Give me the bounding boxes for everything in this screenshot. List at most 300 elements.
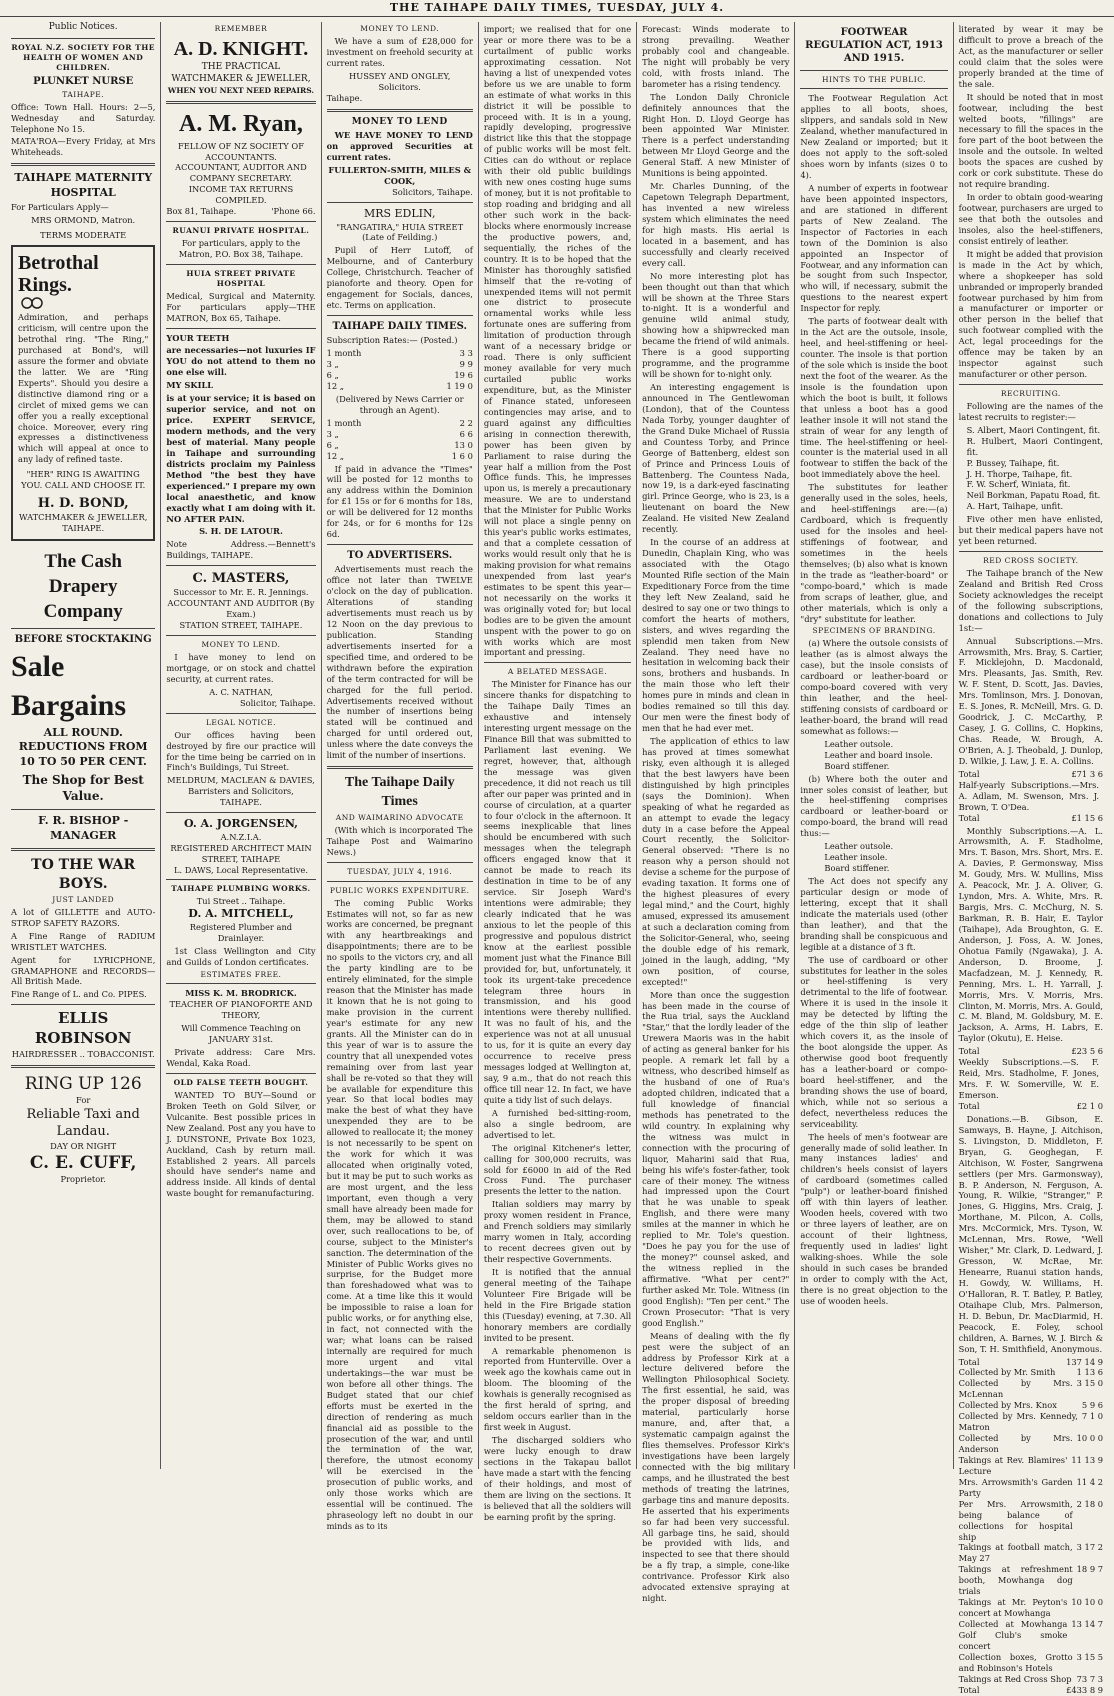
news-item: Italian soldiers may marry by proxy women resident in France, and French soldiers may similarly marry women in Italy, according to recent decrees given out by their respective Governments. [483, 1199, 632, 1265]
brand-line: Leather outsole. [824, 738, 894, 749]
brand-line: Board stiffener. [824, 760, 890, 771]
column-6 [795, 22, 953, 1469]
edlin-address: "RANGATIRA," HUIA STREET [336, 221, 464, 232]
row-label: Half-yearly Subscriptions.—Mrs. A. Adlam, M. Swenson, Mrs. J. Brown, T. O'Dea. [958, 779, 1100, 812]
row-label: Takings at Rev. Blamires' Lecture [958, 1454, 1068, 1476]
divider [166, 713, 315, 714]
collection-row [959, 1652, 1103, 1674]
fullerton-trade: Solicitors, Taihape. [392, 187, 473, 198]
false-teeth-heading: OLD FALSE TEETH BOUGHT. [173, 1078, 309, 1088]
row-label: 1 month [326, 348, 362, 359]
row-label: 3 „ [326, 428, 339, 439]
total-row [959, 769, 1103, 780]
mitchell-trade: Registered Plumber and Drainlayer. [189, 921, 293, 943]
maternity-heading: TAIHAPE MATERNITY HOSPITAL [14, 171, 153, 199]
brand-example-b [800, 841, 947, 874]
divider [11, 38, 155, 39]
cuff-name: C. E. CUFF, [29, 1152, 137, 1173]
money2-body: WE HAVE MONEY TO LEND on approved Securities at current rates. [326, 130, 473, 163]
pipes-item: Fine Range of L. and Co. PIPES. [11, 989, 147, 1000]
row-value: 11 13 9 [1071, 1454, 1104, 1465]
edlin-name: MRS EDLIN, [363, 207, 436, 221]
divider [484, 662, 631, 663]
meldrum-firm: MELDRUM, MACLEAN & DAVIES, Barristers and Solicitors, TAIHAPE. [167, 775, 315, 808]
rate-row [327, 451, 473, 462]
footwear-para: It might be added that provision is made in the Act by which, where a shopkeeper has sold unbranded or improperly branded footwear purchased by him from a manufacturer or importer or other person in the belief that such footwear complied with the Act, legal proceedings for the offence may be taken by an inspector against such manufacturer or other person. [958, 248, 1104, 380]
subscription-delivered-table [327, 418, 473, 462]
row-value: 6 6 [459, 428, 473, 439]
row-value: 2 18 0 [1076, 1498, 1104, 1509]
divider [11, 1065, 155, 1068]
subscription-delivered-heading: (Delivered by News Carrier or through an Agent). [335, 393, 464, 415]
specimens-heading: SPECIMENS OF BRANDING. [812, 626, 936, 636]
cash-drapery-heading: The Cash Drapery Company [43, 551, 123, 623]
column-3 [322, 22, 479, 1532]
maternity-matron: MRS ORMOND, Matron. [31, 215, 136, 226]
divider [166, 812, 315, 813]
lyricphone-item: Agent for LYRICPHONE, GRAMAPHONE and RECORDS—All British Made. [11, 954, 156, 987]
row-label: Total [958, 812, 980, 823]
legal-heading: LEGAL NOTICE. [205, 717, 276, 727]
brodrick-name: MISS K. M. BRODRICK. [185, 988, 297, 999]
divider [166, 101, 315, 104]
teeth-heading: YOUR TEETH [166, 332, 230, 343]
skill-heading: MY SKILL [166, 380, 214, 391]
jorgensen-qual: A.N.Z.I.A. [220, 831, 262, 842]
row-label: Total [958, 1356, 980, 1367]
footwear-para: A number of experts in footwear have been appointed inspectors, and are stationed in different parts of New Zealand. The Inspector of Factories in each town of the Dominion is also appointed an Inspector of Footwear, and any information can be sought from such Inspector, who will, if necessary, submit the questions to the nearest expert Inspector for reply. [800, 182, 948, 314]
mitchell-body: 1st Class Wellington and City and Guilds of London certificates. [166, 945, 316, 967]
ryan-box: Box 81, Taihape. [166, 206, 237, 217]
row-value [1099, 1057, 1103, 1101]
footwear-para: (b) Where both the outer and inner soles consist of leather, but the heel-stiffening comprises cardboard or leather-board or compo-board, the brand will read thus:— [800, 773, 948, 839]
betrothal-body: Admiration, and perhaps criticism, will centre upon the betrothal ring. "The Ring," purchased at Bond's, will assure the former and obviate the latter. We are "Ring Experts". Should you desire a distinctive diamond ring or a circlet of mixed gems we can offer you a really exceptional choice. Moreover, every ring expresses a distinctiveness which will appeal at once to any lady of refined taste. [18, 312, 149, 465]
column-4 [479, 22, 637, 1522]
divider [166, 565, 315, 566]
column-2 [161, 22, 321, 1469]
watches-item: A Fine Range of RADIUM WRISTLET WATCHES. [11, 930, 156, 952]
row-label: 6 „ [326, 439, 339, 450]
hussey-firm: HUSSEY AND ONGLEY, Solicitors. [348, 70, 451, 92]
false-teeth-body: WANTED TO BUY—Sound or Broken Teeth on Gold Silver, or Vulcanite. Best possible prices in New Zealand. Post any you have to J. DUNSTONE, Private Box 1023, Auckland, Cash by return mail. Established 2 years. All parcels should have sender's name and address inside. All kinds of dental waste bought for remanufacturing. [166, 1089, 316, 1199]
footwear-para: The Act does not specify any particular design or mode of lettering, except that it shall indicate the materials used (other than leather), and that the branding shall be conspicuous and legible at a distance of 3 ft. [800, 876, 948, 952]
plumbing-address: Tui Street .. Taihape. [196, 896, 286, 907]
nameplate-sub: AND WAIMARINO ADVOCATE [335, 813, 464, 823]
row-value: 7 1 0 [1081, 1411, 1104, 1422]
news-item: Mr. Charles Dunning, of the Capetown Telegraph Department, has invented a new wireless system which eliminates the need for high masts. His aerial is located in a basement, and has successfully and clearly received every call. [642, 181, 790, 268]
row-value: 1 13 6 [1076, 1367, 1104, 1378]
ryan-fellow: FELLOW OF NZ SOCIETY OF ACCOUNTANTS. [177, 140, 304, 162]
footwear-para: (a) Where the outsole consists of leather (as is almost always the case), but the insole consists of cardboard or leather-board or compo-board covered with very thin leather, and the heel-stiffening consists of cardboard or leather-board, the brand will read somewhat as follows:— [800, 638, 948, 736]
divider [327, 544, 473, 545]
total-row [959, 1046, 1103, 1057]
bond-name: H. D. BOND, [37, 496, 129, 512]
row-label: Collected by Mrs. McLennan [958, 1378, 1073, 1400]
brand-line: Leather insole. [824, 852, 888, 863]
divider [166, 328, 315, 329]
footwear-heading: FOOTWEAR REGULATION ACT, 1913 AND 1915. [805, 27, 943, 65]
footwear-para: literated by wear it may be difficult to prove a breach of the Act, as the manufacturer or seller could claim that the soles were properly branded at the time of the sale. [958, 24, 1104, 89]
divider [327, 202, 473, 203]
divider [166, 1073, 315, 1074]
recruit-item: P. Bussey, Taihape, fit. [966, 457, 1060, 468]
divider [800, 88, 947, 89]
belated-body: The Minister for Finance has our sincere thanks for dispatching to the Taihape Daily Times an exhaustive and intensely interesting urgent message on the Finance Bill that was submitted to Parliament last evening. We regret, however, that, although the message was given precedence, it did not reach us till after our paper was printed and in course of circulation, at a quarter to four o'clock in the afternoon. It seems inexplicable that lines should be encumbered with such messages when the telegraph officers engaged know that it cannot be made to reach its destination in time to be of any service. Sir Joseph Ward's intentions were admirable; they clearly indicated that he was anxious to let the people of this progressive and populous district know at the earliest possible moment just what the Finance Bill provided for, but, unfortunately, it took its urgent-take precedence telegram three hours in transmission, and his good intentions were thereby nullified. It was no fault of his, and the experience was not at all unusual to us, for it is quite an every day occurrence to receive press messages lodged at Wellington at, say, 9 a.m., that do not reach this office till near 12. In fact, we have quite a tidy list of such delays. [483, 679, 632, 1105]
row-label: Mrs. Arrowsmith's Garden Party [958, 1476, 1073, 1498]
plunket-body: Office: Town Hall. Hours: 2—5, Wednesday and Saturday. Telephone No 15. [11, 101, 156, 134]
recruit-item: J. H. Thorpe, Taihape, fit. [966, 468, 1073, 479]
huia-heading: HUIA STREET PRIVATE HOSPITAL [186, 268, 296, 288]
divider [327, 881, 473, 882]
footwear-para: The substitutes for leather generally used in the soles, heels, and heel-stiffenings are:—(a) Cardboard, which is frequently used for the insoles and heel-stiffenings of footwear, and sometimes in the heels themselves; (b) also what is known in the trade as "leather-board" or "compo-board," which is made from scraps of leather, glue, and other materials, which is only a "dry" substitute for leather. [800, 482, 948, 624]
recruit-item: F. W. Scherf, Winiata, fit. [966, 479, 1071, 490]
knight-name: A. D. KNIGHT. [173, 37, 309, 60]
collection-row [959, 1357, 1103, 1368]
betrothal-heading: Betrothal Rings. [18, 252, 99, 297]
divider [11, 809, 155, 810]
footwear-para: The Footwear Regulation Act applies to all boots, shoes, slippers, and sandals sold in New Zealand, whether manufactured in New Zealand or imported; but it does not apply to the soft-soled shoes worn by infants (sizes 0 to 4). [800, 93, 948, 181]
row-value: 13 14 7 [1071, 1619, 1104, 1630]
total-row [959, 780, 1103, 813]
subscription-note: If paid in advance the "Times" will be posted for 12 months to any address within the Dominion for £1 15s or for 6 months for 18s, or will be delivered for 12 months for 24s, or for 6 months for 12s 6d. [326, 463, 473, 540]
news-item: A furnished bed-sitting-room, also a single bedroom, are advertised to let. [483, 1107, 632, 1140]
brand-line: Board stiffener. [824, 863, 890, 874]
pwe-continued: import; we realised that for one year or more there was to be a curtailment of public works approximating cessation. Not having a list of unexpended votes before us we are unable to form an estimate of what works in this district it will be possible to proceed with. It is in a young, rapidly developing, progressive district like this that the stoppage of public works will be most felt. Cities can do without or replace with their old public buildings with new ones costing huge sums of money, but it is not profitable to stop roading and bridging and all other such work in the back-blocks where enormously increase the productive powers, and, sequentially, the riches of the country. It is to be hoped that the Minister has thoroughly satisfied himself that the re-voting of unexpended items will not permit one district to prosecute ornamental works while less fortunate ones are suffering from limitation of production through want of a necessary bridge or road. There is only sufficient money available for very much curtailed public works expenditure, but, as the Minister of Finance stated, unforeseen contingencies may arise, and to guard against any difficulties arising in connection therewith, power has been given by Parliament to raise during the year half a million from the Post Office funds. This, he impresses upon us, is merely a precautionary measure. We are to understand that the Minister for Public Works will not place a single penny on this year's public works estimates, and that a complete cessation of works would result only that he is making provision for what remains unexpended from last year's estimates to be spent this year—not necessarily on the works it was originally voted for; but local bodies are to be given the amount unspent with the power to go on with works which are most important and pressing. [483, 24, 632, 658]
brand-example-a [800, 739, 947, 772]
row-value: 5 9 6 [1081, 1400, 1104, 1411]
divider [166, 264, 315, 265]
jorgensen-trade: REGISTERED ARCHITECT MAIN STREET, TAIHAPE [170, 842, 312, 864]
nathan-trade: Solicitor, Taihape. [239, 697, 316, 708]
divider [11, 848, 155, 851]
row-value: 2 2 [459, 417, 473, 428]
recruit-list [959, 425, 1103, 513]
masters-address: STATION STREET, TAIHAPE. [179, 620, 303, 631]
total-row [959, 1101, 1103, 1112]
hussey-town: Taihape. [326, 92, 363, 103]
divider [166, 879, 315, 880]
shop-best-value: The Shop for Best Value. [22, 773, 144, 804]
betrothal-call: "HER" RING IS AWAITING YOU. CALL AND CHOOSE IT. [21, 469, 146, 491]
reductions: ALL ROUND. REDUCTIONS FROM 10 TO 50 PER CENT. [18, 725, 148, 768]
total-row [959, 1057, 1103, 1101]
row-label: Per Mrs. Arrowsmith, being balance of collections for hospital ship [958, 1498, 1073, 1542]
jorgensen-name: O. A. JORGENSEN, [183, 817, 298, 831]
collection-row [959, 1367, 1103, 1378]
ryan-phone: 'Phone 66. [271, 206, 316, 217]
ryan-trade: ACCOUNTANT, AUDITOR AND COMPANY SECRETARY. [175, 162, 307, 184]
row-label: 12 „ [326, 450, 345, 461]
times-heading: TAIHAPE DAILY TIMES. [332, 321, 467, 333]
recruiting-note: Five other men have enlisted, but their medical papers have not yet been returned. [958, 514, 1104, 547]
teeth-body: are necessaries—not luxuries IF YOU do not attend to them no one else will. [166, 345, 316, 378]
total-row [959, 813, 1103, 824]
maternity-body: For Particulars Apply— [11, 202, 109, 213]
edlin-late: (Late of Feilding.) [362, 232, 438, 243]
news-item: The London Daily Chronicle definitely announces that the Right Hon. D. Lloyd George has been appointed War Minister. There is a perfect understanding between Mr Lloyd George and the General Staff. A new Minister of Munitions is being appointed. [642, 91, 790, 179]
row-label: Weekly Subscriptions.—S. F. Reid, Mrs. Stadholme, F. Jones, Mrs. F. W. Somerville, W. E. Emerson. [958, 1057, 1100, 1101]
collection-row [959, 1400, 1103, 1411]
razors-item: A lot of GILLETTE and AUTO-STROP SAFETY RAZORS. [11, 906, 156, 928]
divider [11, 163, 155, 166]
ellis-trade: HAIRDRESSER .. TOBACCONIST. [11, 1048, 155, 1059]
row-value: 73 7 3 [1076, 1673, 1104, 1684]
delatour-name: S. H. DE LATOUR. [199, 526, 283, 537]
collection-row [959, 1433, 1103, 1455]
footwear-para: The heels of men's footwear are generally made of solid leather. In many instances ladies' and children's heels consist of layers of cardboard (sometimes called "pulp") or leather-board finished off with thin layers of leather. Wooden heels, covered with two or three layers of leather, are on account of their lightness, frequently used in ladies' light walking-shoes. While the sole should in such cases be branded in order to comply with the Act, there is no great objection to the use of wooden heels. [800, 1131, 948, 1306]
collection-row [959, 1619, 1103, 1652]
row-value: 19 6 [454, 370, 473, 381]
row-label: Collection boxes, Grotto and Robinson's Hotels [958, 1651, 1073, 1673]
row-value: 3 3 [459, 348, 473, 359]
row-value: 3 15 5 [1076, 1651, 1104, 1662]
divider [166, 983, 315, 984]
money1-body: We have a sum of £28,000 for investment on freehold security at current rates. [326, 35, 473, 68]
footwear-para: The parts of footwear dealt with in the Act are the outsole, insole, heel, and heel-stiffening or heel-counter. The insole is that portion of the sole which is inside the boot next the foot of the wearer. As the insole is the foundation upon which the boot is built, it follows that unless a boot has a good leather insole it will not stand the strain of wear for any length of time. The heel-stiffening or heel-counter is the material used in all footwear to stiffen the back of the boot immediately above the heel. [800, 316, 948, 480]
dawes-rep: L. DAWS, Local Representative. [173, 864, 308, 875]
recruit-item: Neil Borkman, Papatu Road, fit. [966, 490, 1101, 501]
maternity-terms: TERMS MODERATE [40, 230, 127, 241]
masters-name: C. MASTERS, [192, 571, 290, 587]
divider [166, 635, 315, 636]
recruit-item: S. Albert, Maori Contingent, fit. [966, 424, 1101, 435]
news-item: The discharged soldiers who were lucky enough to draw sections in the Takapau ballot have made a start with the fencing of their holdings, and most of them are living on the sections. It is believed that all the soldiers will be earning profit by the spring. [483, 1435, 632, 1522]
column-5 [637, 22, 795, 1604]
pwe-body: The coming Public Works Estimates will not, so far as new works are concerned, be pregnant with any heartbreakings and disappointments; there are to be no spoils to the victors cry, and all the party kindling are to be entirely eliminated, for the simple reason that the Minister has made it known that he is not going to make provision in the current year's estimate for any new grants. All the Minister can do in this year of war is to assure the country that all unexpended votes remaining over from last year shall be re-voted so that they will be available for expenditure this year. So that local bodies may make the best of what they have unexpended they are to be allowed to reallocate it; the money is not necessarily to be spent on the work for which it was allocated when originally voted, but it may be put to such works as are most urgent, and the less important, even though a very small have already been made for them, may be allowed to stand over, such reallocations to be, of course, subject to the Minister's sanction. The determination of the Minister of Public Works gives no surprise, for the Budget more than foreshadowed what was to come. At a time like this it would be impossible to raise a loan for public works, or for anything else, in fact, not connected with the war; what loans can be raised internally are required for much more urgent and vital undertakings—the war must be won before all other things. The Budget stated that our chief efforts must be exerted in the direction of rendering as much financial aid as possible to the prosecution of the war, and until the termination of the war, therefore, the utmost economy will be exercised in the prosecution of public works, and only those works which are essential will be continued. The phraseology left no doubt in our minds as to its [326, 897, 473, 1532]
news-item: Forecast: Winds moderate to strong prevailing. Weather probably cool and changeable. The night will probably be very cold, with frosts inland. The barometer has a rising tendency. [642, 24, 790, 89]
news-item: The application of ethics to law has proved at times somewhat risky, even although it is alleged that the best lawyers have been distinguished by high principles (says the Dominion). When speaking of what he regarded as an attempt to evade the legacy duty in a case before the Appeal Court recently, the Solicitor-General observed: "There is no reason why a person should not devise a scheme for the purpose of evading taxation. It forms one of the highest pleasures of every legal mind," and the Court, highly amused, expressed its amusement at such a declaration coming from the Solicitor-General, who, seeing the double edge of his remark, joined in the laugh, adding, "My own position, of course, excepted!" [642, 736, 790, 987]
money2-heading: MONEY TO LEND [351, 116, 448, 127]
rate-row [327, 359, 473, 370]
row-value [1099, 780, 1103, 813]
ryan-name: A. M. Ryan, [179, 110, 303, 137]
rate-row [327, 348, 473, 359]
row-value: 137 14 9 [1066, 1356, 1104, 1367]
reliable-taxi: Reliable Taxi and Landau. [26, 1107, 140, 1140]
news-item: A remarkable phenomenon is reported from Hunterville. Over a week ago the kowhais came out in bloom. The blooming of the kowhais is generally recognised as the first herald of spring, and seldom occurs earlier than in the first week in August. [483, 1345, 632, 1433]
rate-row [327, 381, 473, 392]
redcross-body: The Taihape branch of the New Zealand and British Red Cross Society acknowledges the receipt of the following subscriptions, donations and collections to July 1st:— [958, 567, 1104, 633]
row-label: 6 „ [326, 370, 339, 381]
collections-table [959, 1357, 1103, 1696]
before-stocktaking: BEFORE STOCKTAKING [14, 634, 152, 646]
row-label: Takings at refreshment booth, Mowhanga dog trials [958, 1564, 1073, 1597]
row-value: 9 9 [459, 359, 473, 370]
estimates-free: ESTIMATES FREE. [200, 969, 282, 979]
collection-row [959, 1685, 1103, 1696]
divider [11, 1004, 155, 1005]
money-heading: MONEY TO LEND. [201, 640, 281, 650]
collection-row [959, 1411, 1103, 1433]
row-label: Takings at Mr. Peyton's concert at Mowhanga [958, 1597, 1068, 1619]
news-item: In the course of an address at Dunedin, Chaplain King, who was associated with the Otago Mounted Rifle section of the Main Expeditionary Force from the time they left New Zealand, said he desired to say one or two things to comfort the hearts of mothers, sisters, and wives regarding the splendid men taken from New Zealand. They need have no hesitation in welcoming back their sons, brothers and husbands. In the main those who left their homes pure in minds and clean in bodies remained so till this day. Our men were the finest body of men that he had ever met. [642, 537, 790, 734]
rate-row [327, 429, 473, 440]
row-label: Collected by Mrs. Knox [958, 1400, 1057, 1411]
collection-row [959, 1378, 1103, 1400]
money1-heading: MONEY TO LEND. [360, 24, 440, 33]
delatour-address: Note Address.—Bennett's Buildings, TAIHAPE. [166, 539, 316, 561]
rate-row [327, 370, 473, 381]
row-value: 18 9 7 [1076, 1564, 1104, 1575]
row-value: £433 8 9 [1066, 1684, 1104, 1695]
row-value: 11 4 2 [1076, 1476, 1104, 1487]
divider [327, 109, 473, 112]
huia-body: Medical, Surgical and Maternity. For particulars apply—THE MATRON, Box 65, Taihape. [166, 290, 316, 323]
row-value: 3 15 0 [1076, 1378, 1104, 1389]
redcross-heading: RED CROSS SOCIETY. [983, 556, 1079, 566]
row-value: £23 5 6 [1071, 1046, 1104, 1057]
row-value: 10 0 0 [1076, 1433, 1104, 1444]
row-label: 1 month [326, 417, 362, 428]
legal-body: Our offices having been destroyed by fire our practice will for the time being be carried on in Finch's Buildings, Tui Street. [166, 729, 316, 773]
brand-line: Leather outsole. [824, 841, 894, 852]
recruiting-heading: RECRUITING. [1000, 389, 1061, 398]
columns [6, 22, 1108, 1695]
money-body: I have money to lend on mortgage, or on stock and chattel security, at current rates. [166, 652, 316, 684]
news-item: An interesting engagement is announced in The Gentlewoman (London), that of the Countess Nada Torby, younger daughter of the Grand Duke Michael of Russia and Countess Torby, and Prince George of Battenberg, eldest son of Prince and Princess Louis of Battenberg. The Countess Nada, now 19, is a dark-eyed fascinating girl. Prince George, who is 23, is a lieutenant on board the New Zealand. He visited New Zealand recently. [642, 382, 790, 535]
masters-trade: ACCOUNTANT AND AUDITOR (By Exam.) [167, 598, 315, 620]
footwear-subheading: HINTS TO THE PUBLIC. [821, 74, 927, 84]
brodrick-trade: TEACHER OF PIANOFORTE AND THEORY, [169, 999, 313, 1021]
divider [327, 766, 473, 769]
collection-row [959, 1477, 1103, 1499]
footwear-para: The use of cardboard or other substitutes for leather in the soles or heel-stiffening is very detrimental to the life of footwear. Where it is used in the insole it may be detected by lifting the edge of the thin slip of leather which covers it, as the insole of the boot alongside the upper. As otherwise good boot frequently has a leather-board or compo-board heel-stiffener, and the branding shows the use of board, which, while not so serious a defect, nevertheless reduces the serviceability. [800, 954, 948, 1129]
collection-row [959, 1564, 1103, 1597]
footwear-para: It should be noted that in most footwear, including the best welted boots, "fillings" are necessary to fill the spaces in the fore part of the boot between the insole and the outsole. In welted boots the spaces are cushed by cork or cork substitute. These do not require branding. [958, 91, 1104, 190]
footwear-para: In order to obtain good-wearing footwear, purchasers are urged to see that both the outsoles and insoles, also the heel-stiffeners, consist entirely of leather. [958, 192, 1104, 246]
column-7 [954, 22, 1108, 1695]
masthead: THE TAIHAPE DAILY TIMES, TUESDAY, JULY 4. [0, 0, 1114, 17]
advertisers-heading: TO ADVERTISERS. [347, 550, 453, 562]
brodrick-address: Private address: Care Mrs. Wendal, Kaka Road. [166, 1047, 316, 1069]
row-label: Takings at Red Cross Shop [958, 1673, 1072, 1684]
sale-heading: Sale [11, 649, 65, 683]
news-item: No more interesting plot has been thought out than that which will be shown at the Three Stars to-night. It is a wonderful and genuine wild animal study, showing how a shipwrecked man became the friend of wild animals. There is a good supporting programme, and the programme will be shown for to-night only. [642, 270, 790, 380]
news-item: It is notified that the annual general meeting of the Taihape Volunteer Fire Brigade will be held in the Fire Brigade station this (Tuesday) evening, at 7.30. All honorary members are cordially invited to be present. [483, 1266, 632, 1343]
row-label: Total [958, 1684, 980, 1695]
row-label: Total [958, 1100, 980, 1111]
collection-row [959, 1499, 1103, 1543]
divider [166, 221, 315, 222]
bond-trade: WATCHMAKER & JEWELLER, TAIHAPE. [19, 512, 148, 534]
divider [959, 551, 1103, 552]
row-value: 3 17 2 [1076, 1542, 1104, 1553]
mitchell-name: D. A. MITCHELL, [188, 907, 294, 921]
ellis-robinson: ELLIS ROBINSON [34, 1009, 132, 1048]
rate-row [327, 418, 473, 429]
nameplate: The Taihape Daily Times [344, 775, 455, 809]
row-label: Takings at football match, May 27 [958, 1542, 1073, 1564]
row-value: 1 19 0 [446, 380, 473, 391]
ring-for: For [76, 1095, 91, 1106]
column-1 [6, 22, 161, 1469]
subscription-posted-table [327, 348, 473, 392]
day-or-night: DAY OR NIGHT [50, 1140, 117, 1151]
ring-up-126: RING UP 126 [24, 1073, 142, 1094]
rings-icon [18, 296, 48, 310]
skill-body: is at your service; it is based on superior service, and not on price. EXPERT SERVICE, modern methods, and the very best of material. Many people in Taihape and surrounding districts proclaim my Painless Method "the best they have experienced." I prepare my own local anaesthetic, and know exactly what I am doing with it. NO AFTER PAIN. [166, 393, 316, 524]
ryan-contact [166, 206, 315, 217]
collection-row [959, 1597, 1103, 1619]
knight-trade: THE PRACTICAL WATCHMAKER & JEWELLER, [171, 62, 311, 85]
row-label: Collected by Mrs. Anderson [958, 1433, 1073, 1455]
rate-row [327, 440, 473, 451]
advertisers-body: Advertisements must reach the office not later than TWELVE o'clock on the day of publication. Alterations of standing advertisements must reach us by 12 Noon on the day previous to publication. Standing advertisements inserted for a specified time, and ordered to be withdrawn before the expiration of the term contracted for will be charged for the full period. Advertisements received without the number of insertions being stated will be continued and charged for until ordered out, unless where the date conveys the limit of the number of insertions. [326, 564, 473, 761]
row-value: £1 15 6 [1071, 812, 1104, 823]
edlin-body: Pupil of Herr Lutoff, of Melbourne, and of Canterbury College, Christchurch. Teacher of pianoforte and theory. Open for engagement for Socials, dances, etc. Terms on application. [326, 245, 473, 311]
annual-subscriptions: Annual Subscriptions.—Mrs. Arrowsmith, Mrs. Bray, S. Cartier, F. Micklejohn, D. Macdonald, Mrs. Pleasants, Jas. Smith, Rev. W. F. Stent, D. Scott, Jas. Davies, Mrs. Tomlinson, Mrs. J. Donovan, E. S. Jones, R. McNeill, Mrs. G. D. Goodrick, J. C. McCarthy, P. Casey, J. G. Collins, C. Hopkins, Chas. Reade, W. Brough, A. O'Brien, A. J. Theobald, J. Dunlop, D. Wilkie, J. Law, J. E. A. Collins. [958, 635, 1104, 766]
pwe-heading: PUBLIC WORKS EXPENDITURE. [329, 885, 470, 895]
betrothal-rings-ad [11, 245, 155, 541]
row-value: £71 3 6 [1071, 768, 1104, 779]
row-label: Collected by Mrs. Kennedy, Matron [958, 1411, 1078, 1433]
masters-successor: Successor to Mr. E. R. Jennings. [173, 587, 309, 598]
fullerton-firm: FULLERTON-SMITH, MILES & COOK, [328, 165, 472, 187]
news-item: More than once the suggestion has been made in the course of the Rua trial, says the Auckland "Star," that the lordly leader of the Urewera Maoris was in the habit of acting as general banker for his people. A remark let fall by a witness, who described himself as the husband of one of Rua's adopted children, indicated that a full knowledge of financial methods has penetrated to the wild country. In explaining why the witness was mulct in connection with the procuring of liquor, Maharini said that Rua, being his wife's foster-father, took care of their money. The witness had impressed upon the Court that he was unable to speak English, and there were many smiles at the manner in which he replied to Mr. Tole's question. "Does he pay you for the use of the money?" counsel asked, and the witness replied in the affirmative. "What per cent?" further asked Mr. Tole. Witness (in good English): "Ten per cent." The Crown Prosecutor: "That is very good English." [642, 989, 790, 1328]
bargains-heading: Bargains [11, 689, 127, 723]
row-value: 1 6 0 [451, 450, 473, 461]
plunket-nurse: PLUNKET NURSE [33, 75, 134, 87]
row-value: £2 1 0 [1076, 1100, 1104, 1111]
recruit-item: A. Hart, Taihape, unfit. [966, 501, 1064, 512]
recruiting-body: Following are the names of the latest recruits to register:— [958, 400, 1104, 422]
collection-row [959, 1455, 1103, 1477]
divider [327, 862, 473, 863]
divider [327, 315, 473, 316]
dateline: TUESDAY, JULY 4, 1916. [347, 866, 453, 876]
ruanui-body: For particulars, apply to the Matron, P.O. Box 38, Taihape. [178, 238, 304, 259]
row-value: 13 0 [454, 439, 473, 450]
news-item: Means of dealing with the fly pest were the subject of an address by Professor Kirk at a lecture delivered before the Wellington Philosophical Society. The first essential, he said, was the proper disposal of breeding material, particularly horse manure, and, after that, a systematic campaign against the flies themselves. Professor Kirk's investigations have been largely connected with the big military camps, and he illustrated the best methods of treating the latrines, garbage tins and manure deposits. He asserted that his experiments so far had been very successful. All garbage tins, he said, should be provided with lids, and inspected to see that there should be a fly trap, a simple, cone-like contrivance. Professor Kirk also advocated extensive spraying at night. [642, 1330, 790, 1604]
bishop-manager: F. R. BISHOP - MANAGER [38, 814, 129, 842]
plumbing-heading: TAIHAPE PLUMBING WORKS. [171, 884, 311, 894]
divider [11, 628, 155, 629]
public-notices-heading: Public Notices. [48, 22, 118, 32]
subscription-rates: Subscription Rates:— (Posted.) [326, 335, 458, 346]
plunket-town: TAIHAPE. [62, 89, 105, 99]
brand-line: Leather and board insole. [824, 749, 933, 760]
collection-row [959, 1674, 1103, 1685]
monthly-subscriptions: Monthly Subscriptions.—A. L. Arrowsmith, A. F. Stadholme, Mrs. T. Bason, Mrs. Short, Mrs. E. A. Davies, P. Germonsway, Miss M. Goudy, Mrs. W. Mullins, Miss A. Peacock, Mr. J. A. Oliver, G. Lyndon, Mrs. A. White, Mrs. R. Bargis, Mrs. C. McChurg, N. S. Barkman, R. B. Hair, E. Taylor (Taihape), Ada Broughton, G. E. Anderson, J. Foss, A. W. Jones, Ohotua Family (Ngawaka), J. A. Anderson, D. Broome, J. Macfadzean, M. J. Kennedy, R. Penning, Mrs. L. H. Yarrall, J. Morris, Mrs. V. Morris, Mrs. Clinton, M. Morris, Mrs. A. Gould, C. M. Bland, M. Goldsbury, M. E. Jackson, A. Arms, H. Labrs, E. Taylor (Okutu), E. Heise. [958, 825, 1104, 1044]
belated-heading: A BELATED MESSAGE. [507, 667, 608, 677]
knight-repairs: WHEN YOU NEXT NEED REPAIRS. [167, 86, 315, 96]
row-label: 12 „ [326, 380, 345, 391]
nameplate-note: (With which is incorporated The Taihape Post and Waimarino News.) [326, 824, 473, 857]
recruit-item: R. Hulbert, Maori Contingent, fit. [966, 435, 1104, 457]
remember: REMEMBER [214, 24, 268, 33]
totals-table [959, 1046, 1103, 1112]
row-label: Collected by Mr. Smith [958, 1367, 1056, 1378]
collection-row [959, 1542, 1103, 1564]
nathan-name: A. C. NATHAN, [209, 686, 273, 697]
news-item: The original Kitchener's letter, calling for 300,000 recruits, was sold for £6000 in aid of the Red Cross Fund. The purchaser presents the letter to the nation. [483, 1142, 632, 1197]
row-label: 3 „ [326, 359, 339, 370]
ryan-income: INCOME TAX RETURNS COMPILED. [188, 184, 294, 206]
totals-table [959, 769, 1103, 824]
row-label: Total [958, 1046, 980, 1057]
ruanui-heading: RUANUI PRIVATE HOSPITAL. [172, 226, 310, 236]
row-value: 10 10 0 [1071, 1597, 1104, 1608]
donations: Donations.—B. Gibson, E. Samways, B. Hayne, J. Aitchison, S. Livingston, D. Middleton, F. Bryan, G. Geoghegan, F. Aitchison, W. Foster, Sangrwena settlers (per Mrs. Garmonsway), B. P. Anderson, N. Ferguson, A. Young, R. Wilkie, "Stranger," P. Jones, G. Higgins, Mrs. Craig, J. Morthane, M. Pilcon, A. Colls, Mrs. McCormick, Mrs. Tyson, W. McLennan, Mrs. Rowe, "Well Wisher," Mr. Clark, D. Ledward, J. Gresson, W. McRae, Mr. Henearre, Ruanui station hands, H. Gowdy, W. Williams, H. O'Halloran, R. T. Batley, P. Batley, Otaihape Club, Mrs. Palmerson, H. D. Bebun, Dr. MacDiarmid, H. Peacock, E. Foley, school children, A. Barnes, W. J. Birch & Son, T. H. Smithfield, Anonymous. [958, 1113, 1104, 1354]
divider [959, 384, 1103, 385]
proprietor: Proprietor. [60, 1173, 106, 1184]
brodrick-body: Will Commence Teaching on JANUARY 31st. [181, 1023, 301, 1045]
row-label: Total [958, 768, 980, 779]
divider [800, 70, 947, 71]
row-label: Collected at Mowhanga Golf Club's smoke concert [958, 1619, 1068, 1651]
just-landed: JUST LANDED [52, 894, 115, 904]
mataroa-notice: MATA'ROA—Every Friday, at Mrs Whiteheads. [11, 136, 156, 158]
